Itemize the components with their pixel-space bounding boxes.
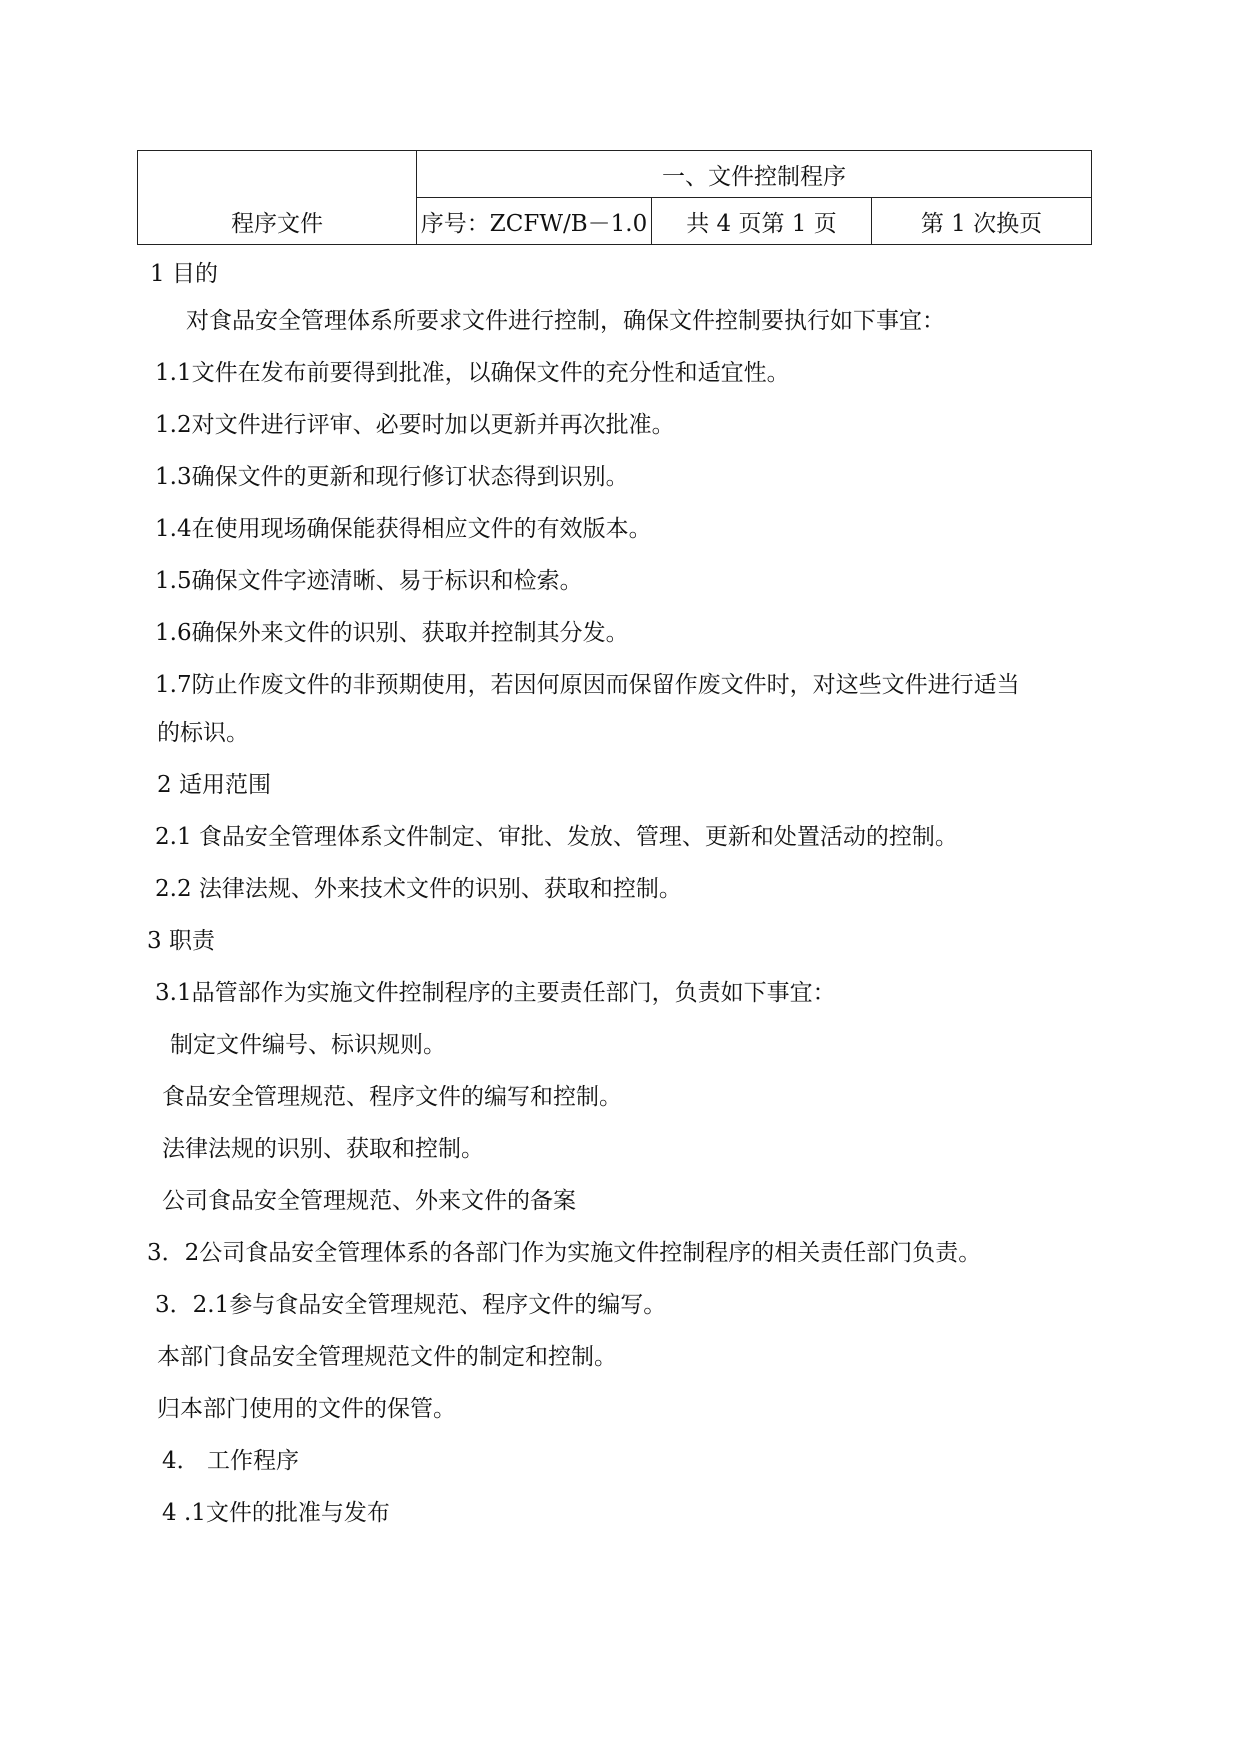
paragraph-line: 1.2对文件进行评审、必要时加以更新并再次批准。 xyxy=(155,412,675,438)
paragraph-line: 4 .1文件的批准与发布 xyxy=(162,1500,390,1526)
paragraph-line: 1.1文件在发布前要得到批准，以确保文件的充分性和适宜性。 xyxy=(155,360,790,386)
paragraph-line: 食品安全管理规范、程序文件的编写和控制。 xyxy=(162,1084,622,1110)
paragraph-line: 归本部门使用的文件的保管。 xyxy=(157,1396,456,1422)
paragraph-line: 的标识。 xyxy=(157,720,249,746)
document-header-table xyxy=(137,150,1092,245)
serial-number-cell: 序号：ZCFW/B－1.0 xyxy=(417,198,652,245)
paragraph-line: 3.1品管部作为实施文件控制程序的主要责任部门，负责如下事宜： xyxy=(155,980,836,1006)
paragraph-line: 2.1 食品安全管理体系文件制定、审批、发放、管理、更新和处置活动的控制。 xyxy=(155,824,958,850)
section-heading: 3 职责 xyxy=(147,928,215,954)
paragraph-line: 本部门食品安全管理规范文件的制定和控制。 xyxy=(157,1344,617,1370)
paragraph-line: 1.3确保文件的更新和现行修订状态得到识别。 xyxy=(155,464,629,490)
paragraph-line: 3．2.1参与食品安全管理规范、程序文件的编写。 xyxy=(155,1292,667,1318)
paragraph-line: 公司食品安全管理规范、外来文件的备案 xyxy=(162,1188,576,1214)
doc-type-cell: 程序文件 xyxy=(138,151,417,245)
paragraph-line: 对食品安全管理体系所要求文件进行控制，确保文件控制要执行如下事宜： xyxy=(186,308,945,334)
section-heading: 1 目的 xyxy=(150,261,218,287)
section-heading: 2 适用范围 xyxy=(157,772,271,798)
paragraph-line: 1.7防止作废文件的非预期使用，若因何原因而保留作废文件时，对这些文件进行适当 xyxy=(155,672,1020,698)
paragraph-line: 2.2 法律法规、外来技术文件的识别、获取和控制。 xyxy=(155,876,682,902)
paragraph-line: 1.5确保文件字迹清晰、易于标识和检索。 xyxy=(155,568,583,594)
paragraph-line: 制定文件编号、标识规则。 xyxy=(170,1032,446,1058)
paragraph-line: 法律法规的识别、获取和控制。 xyxy=(162,1136,484,1162)
section-heading: 4． 工作程序 xyxy=(162,1448,299,1474)
page-count-cell: 共 4 页第 1 页 xyxy=(652,198,872,245)
paragraph-line: 3．2公司食品安全管理体系的各部门作为实施文件控制程序的相关责任部门负责。 xyxy=(147,1240,982,1266)
doc-title-cell: 一、文件控制程序 xyxy=(417,151,1092,198)
revision-cell: 第 1 次换页 xyxy=(872,198,1092,245)
paragraph-line: 1.4在使用现场确保能获得相应文件的有效版本。 xyxy=(155,516,652,542)
paragraph-line: 1.6确保外来文件的识别、获取并控制其分发。 xyxy=(155,620,629,646)
